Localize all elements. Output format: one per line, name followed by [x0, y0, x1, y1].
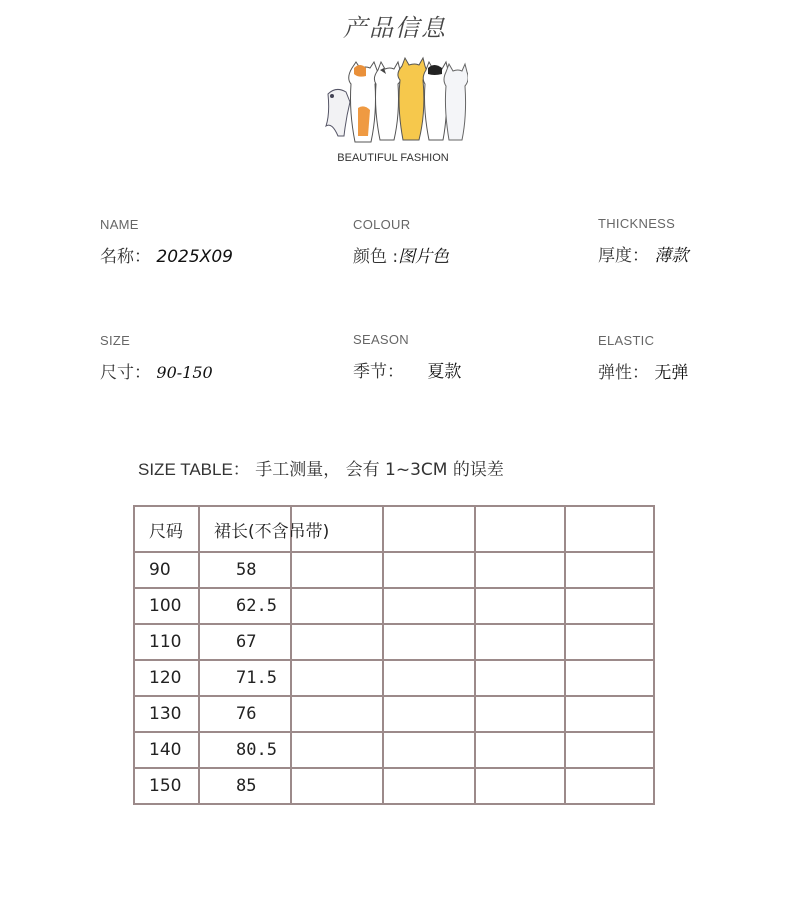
- table-row: [134, 732, 654, 768]
- info-name-label: 名称：: [100, 247, 151, 267]
- info-season-value: 夏款: [427, 362, 462, 382]
- info-thickness: [598, 216, 688, 266]
- table-cell: [383, 624, 475, 660]
- info-thickness-label: 厚度：: [598, 246, 649, 266]
- size-table: [133, 505, 655, 805]
- table-cell: 130: [134, 696, 199, 732]
- info-season-label: 季节：: [353, 362, 404, 382]
- table-cell: [291, 732, 383, 768]
- table-row: [134, 624, 654, 660]
- table-cell: [475, 552, 565, 588]
- table-cell: [565, 624, 654, 660]
- info-colour-value: 图片色: [398, 247, 450, 267]
- table-cell: 120: [134, 660, 199, 696]
- table-cell: [291, 768, 383, 804]
- table-cell: 85: [199, 768, 291, 804]
- table-cell: 110: [134, 624, 199, 660]
- info-size-value: 90-150: [156, 363, 213, 382]
- size-table-header-cell: 尺码: [134, 506, 199, 552]
- table-cell: 71.5: [199, 660, 291, 696]
- table-cell: [291, 624, 383, 660]
- info-name-value: 2025X09: [156, 247, 233, 267]
- info-thickness-en: THICKNESS: [598, 216, 676, 231]
- table-cell: 80.5: [199, 732, 291, 768]
- info-name-en: NAME: [100, 217, 139, 232]
- cats-illustration-icon: [318, 56, 468, 151]
- size-table-header-cell: [475, 506, 565, 552]
- table-cell: [383, 552, 475, 588]
- info-thickness-value: 薄款: [654, 246, 689, 266]
- info-size: [100, 333, 213, 383]
- table-cell: 150: [134, 768, 199, 804]
- table-cell: [475, 660, 565, 696]
- info-season-en: SEASON: [353, 332, 409, 347]
- table-cell: [565, 588, 654, 624]
- info-size-en: SIZE: [100, 333, 131, 348]
- table-cell: [291, 660, 383, 696]
- size-table-header-cell: [565, 506, 654, 552]
- size-table-header-cell: [383, 506, 475, 552]
- table-cell: [475, 588, 565, 624]
- info-colour-en: COLOUR: [353, 217, 411, 232]
- table-cell: [475, 768, 565, 804]
- table-cell: 62.5: [199, 588, 291, 624]
- table-cell: 58: [199, 552, 291, 588]
- page-title: 产品信息: [343, 14, 447, 42]
- size-table-caption: [138, 455, 504, 480]
- table-cell: 76: [199, 696, 291, 732]
- table-cell: [383, 660, 475, 696]
- table-row: [134, 696, 654, 732]
- table-row: [134, 768, 654, 804]
- table-cell: [565, 660, 654, 696]
- table-cell: [291, 696, 383, 732]
- table-cell: [291, 588, 383, 624]
- table-row: [134, 588, 654, 624]
- table-cell: [291, 552, 383, 588]
- table-row: [134, 552, 654, 588]
- table-cell: [383, 588, 475, 624]
- table-cell: [383, 732, 475, 768]
- table-cell: 90: [134, 552, 199, 588]
- size-table-header-row: [134, 506, 654, 552]
- table-cell: 67: [199, 624, 291, 660]
- info-colour-label: 颜色 :: [353, 247, 399, 267]
- table-cell: [475, 732, 565, 768]
- info-season: [353, 332, 461, 382]
- table-cell: 100: [134, 588, 199, 624]
- size-table-caption-note: 手工测量， 会有 1~3CM 的误差: [255, 460, 504, 480]
- info-colour: [353, 217, 449, 267]
- table-cell: [565, 552, 654, 588]
- size-table-caption-en: SIZE TABLE：: [138, 460, 250, 479]
- brand-logo: [318, 56, 468, 171]
- table-cell: [383, 768, 475, 804]
- table-row: [134, 660, 654, 696]
- table-cell: [565, 696, 654, 732]
- table-cell: [383, 696, 475, 732]
- info-size-label: 尺寸：: [100, 363, 151, 383]
- info-elastic: [598, 333, 688, 383]
- info-name: [100, 217, 233, 267]
- brand-name: BEAUTIFUL FASHION: [337, 152, 449, 164]
- info-elastic-value: 无弹: [654, 363, 689, 383]
- info-elastic-en: ELASTIC: [598, 333, 655, 348]
- table-cell: [565, 732, 654, 768]
- size-table-header-cell: 裙长(不含吊带): [199, 506, 291, 552]
- table-cell: 140: [134, 732, 199, 768]
- table-cell: [475, 624, 565, 660]
- info-elastic-label: 弹性：: [598, 363, 649, 383]
- table-cell: [565, 768, 654, 804]
- table-cell: [475, 696, 565, 732]
